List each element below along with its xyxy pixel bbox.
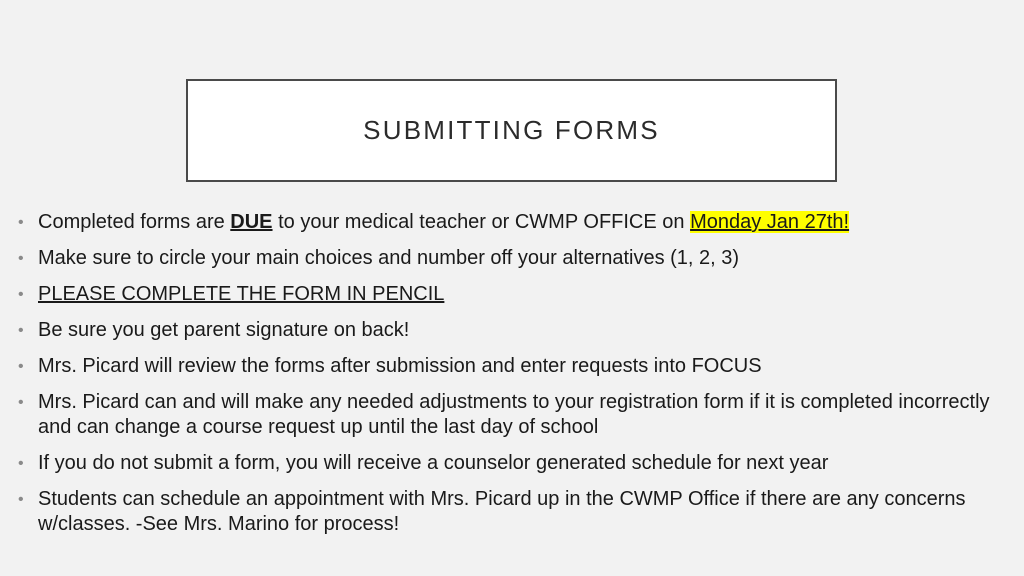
bullet-dot-icon: • xyxy=(18,455,24,472)
bullet-dot-icon: • xyxy=(18,358,24,375)
due-date-highlight: Monday Jan 27th! xyxy=(690,211,850,233)
bullet-item-due-date xyxy=(18,210,1008,235)
bullet-item-review xyxy=(18,354,1008,379)
bullet-dot-icon: • xyxy=(18,491,24,508)
bullet-dot-icon: • xyxy=(18,214,24,231)
bullet-text: Be sure you get parent signature on back! xyxy=(38,319,410,341)
bullet-text: Mrs. Picard will review the forms after submission and enter requests into FOCUS xyxy=(38,355,762,377)
bullet-text: Make sure to circle your main choices and number off your alternatives (1, 2, 3) xyxy=(38,247,740,269)
bullet-text: Students can schedule an appointment with Mrs. Picard up in the CWMP Office if there are any concerns w/classes. -See Mrs. Marino for process! xyxy=(38,488,966,535)
bullet-item-pencil xyxy=(18,282,1008,307)
bullet-list xyxy=(18,210,1008,548)
bullet-item-appointment xyxy=(18,487,1008,537)
bullet-dot-icon: • xyxy=(18,322,24,339)
slide-title: SUBMITTING FORMS xyxy=(363,115,660,145)
due-emphasis: DUE xyxy=(230,211,273,233)
bullet-text: Mrs. Picard can and will make any needed adjustments to your registration form if it is completed incorrectly and can change a course request up until the last day of school xyxy=(38,391,990,438)
bullet-text: If you do not submit a form, you will receive a counselor generated schedule for next year xyxy=(38,452,829,474)
bullet-dot-icon: • xyxy=(18,250,24,267)
bullet-item-adjustments xyxy=(18,390,1008,440)
bullet-text: Completed forms are xyxy=(38,211,231,233)
bullet-text: to your medical teacher or CWMP OFFICE on xyxy=(272,211,691,233)
bullet-item-circle-choices xyxy=(18,246,1008,271)
bullet-dot-icon: • xyxy=(18,286,24,303)
title-box xyxy=(186,79,837,182)
bullet-item-no-form xyxy=(18,451,1008,476)
bullet-text: PLEASE COMPLETE THE FORM IN PENCIL xyxy=(38,283,445,305)
bullet-item-signature xyxy=(18,318,1008,343)
bullet-dot-icon: • xyxy=(18,394,24,411)
